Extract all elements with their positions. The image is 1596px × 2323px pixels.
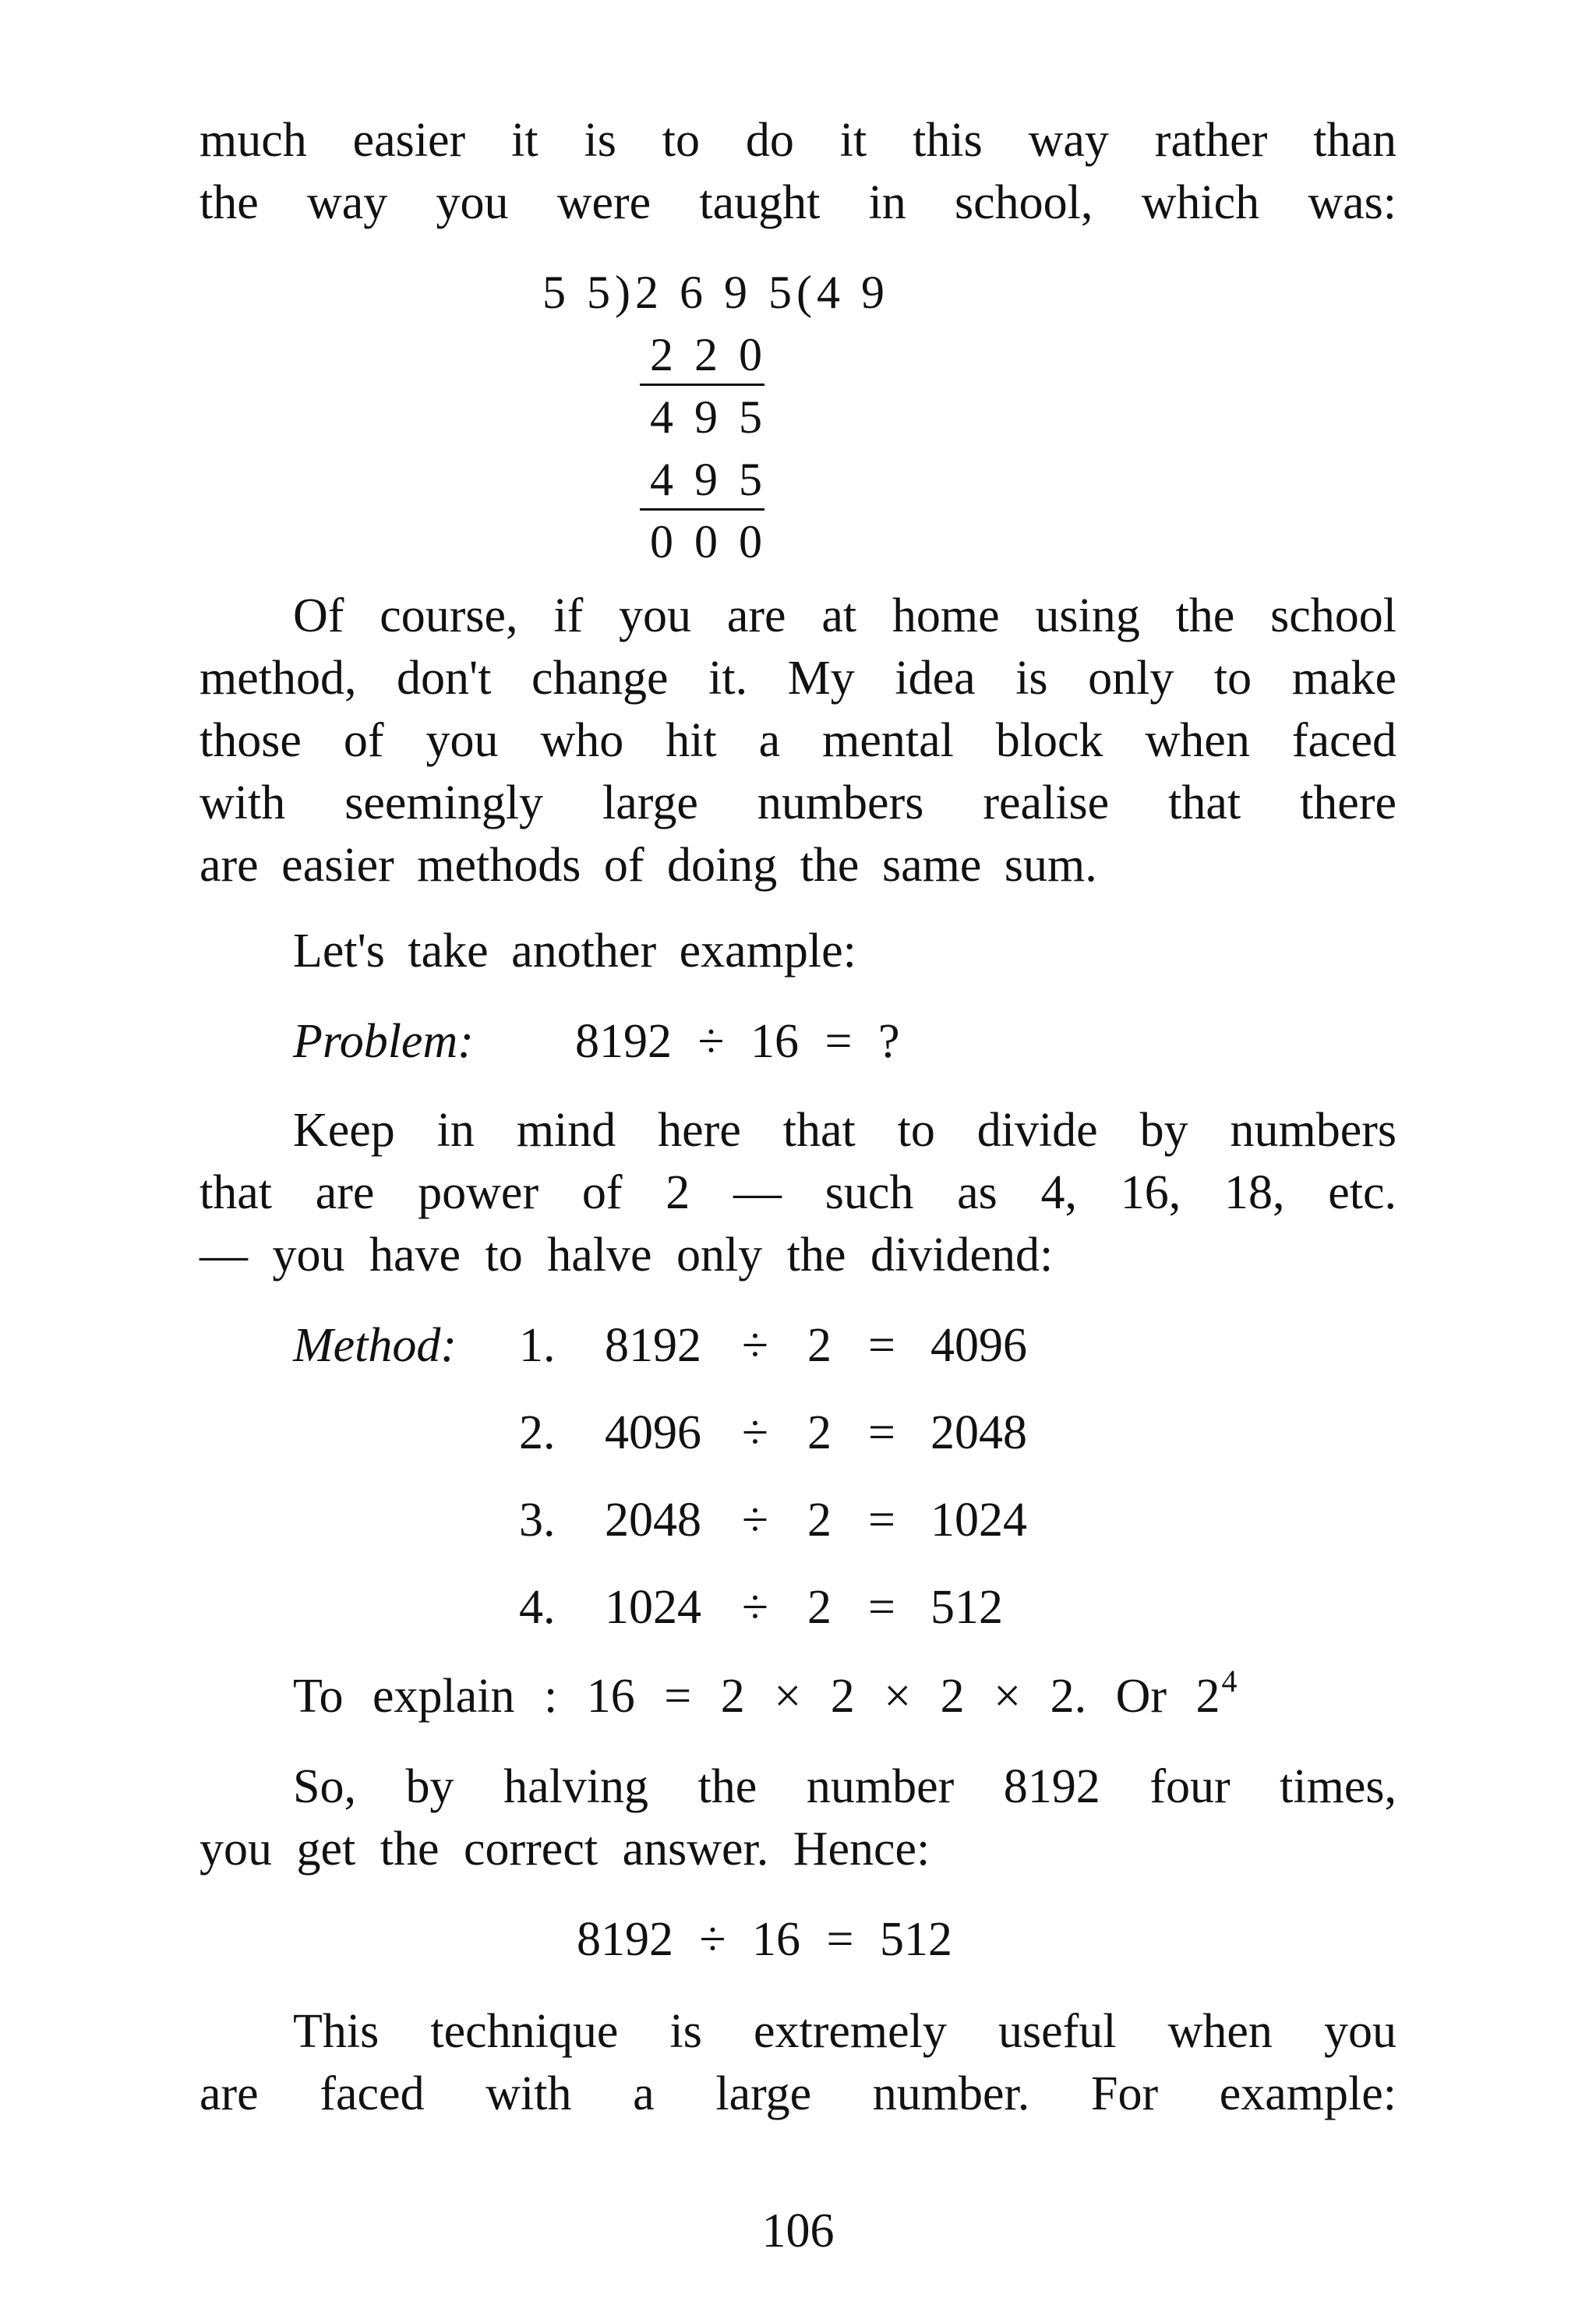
step-number: 3. (519, 1494, 556, 1547)
step-operator: ÷ (742, 1319, 769, 1372)
step-result: 512 (930, 1581, 1003, 1634)
paragraph4-line-1: This technique is extremely useful when you (293, 2005, 1396, 2058)
step-divisor: 2 (807, 1581, 832, 1634)
step-divisor: 2 (807, 1494, 832, 1547)
step-operator: ÷ (742, 1494, 769, 1547)
step-number: 1. (519, 1319, 556, 1372)
page-number: 106 (761, 2205, 835, 2258)
paragraph2-line-3: — you have to halve only the dividend: (200, 1229, 1054, 1282)
answer-expression: 8192 ÷ 16 = 512 (577, 1913, 952, 1966)
intro-line-1: much easier it is to do it this way rather than (200, 114, 1396, 167)
division-row-3: 4 9 5 (650, 454, 767, 505)
division-rule-2 (640, 508, 764, 511)
paragraph2-line-1: Keep in mind here that to divide by numbers (293, 1104, 1396, 1157)
paragraph3-line-2: you get the correct answer. Hence: (200, 1823, 930, 1876)
paragraph4-line-2: are faced with a large number. For example: (200, 2067, 1396, 2120)
step-number: 4. (519, 1581, 556, 1634)
paragraph1-line-1: Of course, if you are at home using the school (293, 589, 1396, 642)
division-header: 5 5)2 6 9 5(4 9 (542, 267, 889, 318)
step-equals: = (868, 1494, 895, 1547)
paragraph1-line-4: with seemingly large numbers realise that there (200, 776, 1396, 829)
division-row-1: 2 2 0 (650, 329, 767, 380)
step-result: 1024 (930, 1494, 1027, 1547)
paragraph2-line-2: that are power of 2 — such as 4, 16, 18, etc. (200, 1166, 1396, 1219)
paragraph1-line-5: are easier methods of doing the same sum. (200, 839, 1097, 892)
step-divisor: 2 (807, 1406, 832, 1459)
step-dividend: 4096 (605, 1406, 701, 1459)
step-dividend: 2048 (605, 1494, 701, 1547)
explain-text: To explain : 16 = 2 × 2 × 2 × 2. Or 2 (293, 1670, 1220, 1723)
intro-line-2: the way you were taught in school, which was: (200, 176, 1396, 229)
paragraph1-line-3: those of you who hit a mental block when faced (200, 714, 1396, 767)
step-dividend: 8192 (605, 1319, 701, 1372)
explain-line (293, 1665, 1396, 1733)
step-operator: ÷ (742, 1581, 769, 1634)
division-row-4: 0 0 0 (650, 516, 767, 567)
step-dividend: 1024 (605, 1581, 701, 1634)
step-equals: = (868, 1406, 895, 1459)
step-operator: ÷ (742, 1406, 769, 1459)
paragraph1-line-2: method, don't change it. My idea is only to make (200, 652, 1396, 705)
method-label: Method: (293, 1319, 457, 1372)
step-result: 4096 (930, 1319, 1027, 1372)
answer-line (577, 1908, 952, 1971)
step-number: 2. (519, 1406, 556, 1459)
problem-label: Problem: (293, 1015, 474, 1068)
paragraph3-line-1: So, by halving the number 8192 four times, (293, 1760, 1396, 1813)
step-result: 2048 (930, 1406, 1027, 1459)
division-row-2: 4 9 5 (650, 391, 767, 443)
step-equals: = (868, 1581, 895, 1634)
explain-exponent: 4 (1221, 1664, 1238, 1699)
problem-expression: 8192 ÷ 16 = ? (575, 1015, 900, 1068)
book-page (200, 0, 1396, 2323)
step-divisor: 2 (807, 1319, 832, 1372)
division-rule-1 (640, 384, 764, 386)
step-equals: = (868, 1319, 895, 1372)
another-example: Let's take another example: (293, 925, 856, 978)
